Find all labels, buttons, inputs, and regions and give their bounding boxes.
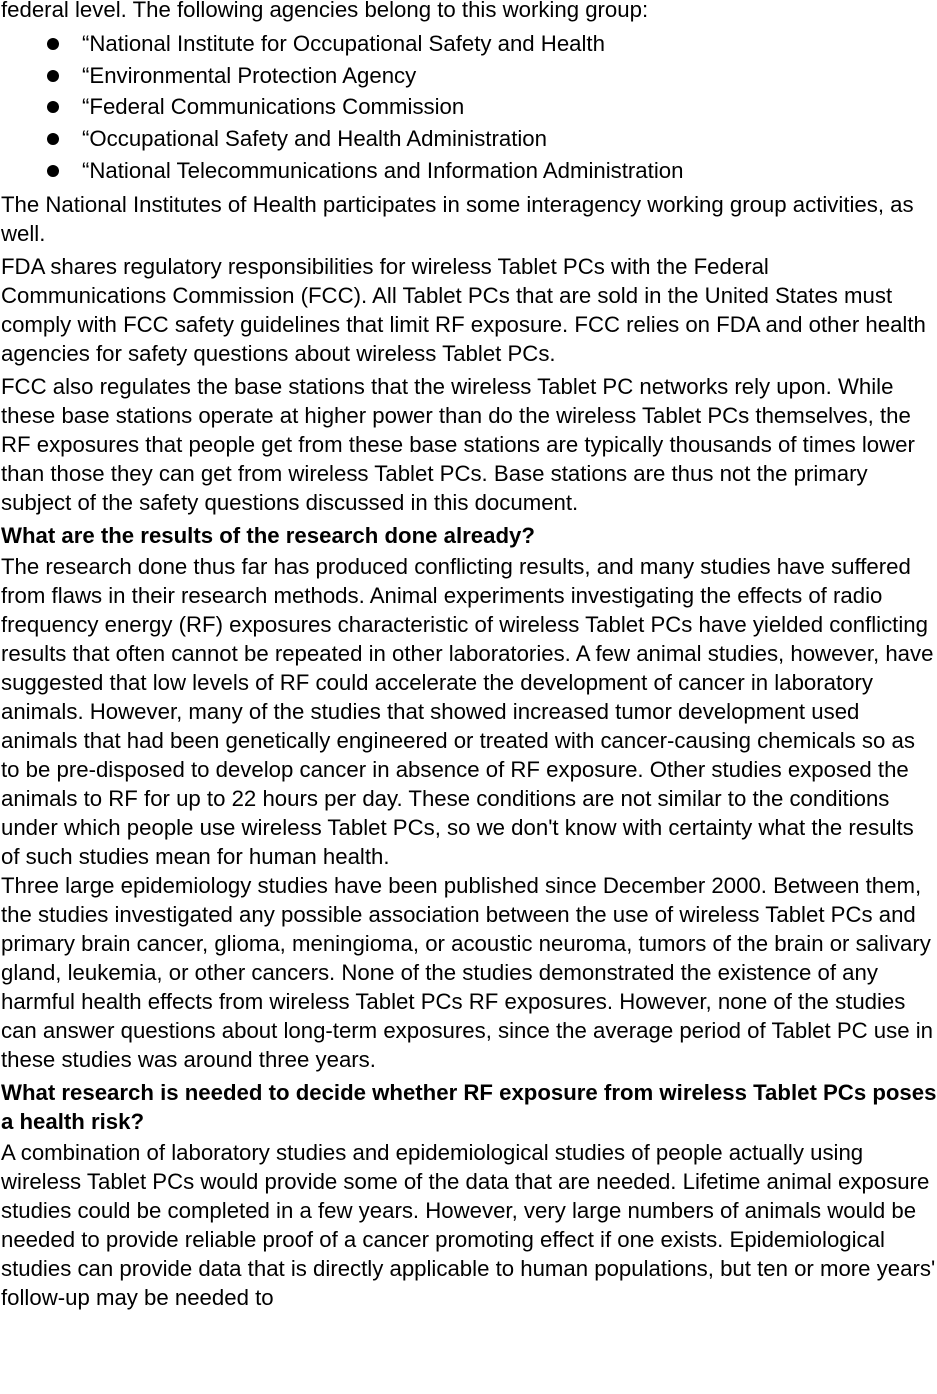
results-paragraph-1: The research done thus far has produced conflicting results, and many studies have suffered from flaws in their research methods. Animal experiments investigating the effects of radio frequency energy (RF) exposures characteristic of wireless Tablet PCs have yielded conflicting results that often cannot be repeated in other laboratories. A few animal studies, however, have suggested that low levels of RF could accelerate the development of cancer in laboratory animals. However, many of the studies that showed increased tumor development used animals that had been genetically engineered or treated with cancer-causing chemicals so as to be pre-disposed to develop cancer in absence of RF exposure. Other studies exposed the animals to RF for up to 22 hours per day. These conditions are not similar to the conditions under which people use wireless Tablet PCs, so we don't know with certainty what the results of such studies mean for human health.	[1, 553, 934, 869]
bullet-icon	[47, 38, 59, 50]
list-item	[1, 28, 937, 60]
bullet-icon	[47, 133, 59, 145]
research-needed-paragraph: A combination of laboratory studies and epidemiological studies of people actually using wireless Tablet PCs would provide some of the data that are needed. Lifetime animal exposure studies could be completed in a few years. However, very large numbers of animals would be needed to provide reliable proof of a cancer promoting effect if one exists. Epidemiological studies can provide data that is directly applicable to human populations, but ten or more years' follow-up may be needed to	[1, 1139, 936, 1310]
research-needed-heading: What research is needed to decide whether RF exposure from wireless Tablet PCs poses a health risk?	[1, 1079, 937, 1134]
bullet-icon	[47, 70, 59, 82]
nih-paragraph: The National Institutes of Health participates in some interagency working group activities, as well.	[1, 191, 914, 246]
agency-name: “Environmental Protection Agency	[82, 62, 417, 88]
results-heading: What are the results of the research done already?	[1, 522, 535, 548]
list-item	[1, 91, 937, 123]
results-paragraph-2: Three large epidemiology studies have been published since December 2000. Between them, the studies investigated any possible association between the use of wireless Tablet PCs and primary brain cancer, glioma, meningioma, or acoustic neuroma, tumors of the brain or salivary gland, leukemia, or other cancers. None of the studies demonstrated the existence of any harmful health effects from wireless Tablet PCs RF exposures. However, none of the studies can answer questions about long-term exposures, since the average period of Tablet PC use in these studies was around three years.	[1, 872, 934, 1072]
bullet-icon	[47, 165, 59, 177]
document-page	[1, 0, 937, 1316]
list-item	[1, 155, 937, 187]
intro-fragment: federal level. The following agencies belong to this working group:	[1, 0, 649, 22]
agency-name: “National Telecommunications and Information Administration	[82, 157, 684, 183]
agency-name: “National Institute for Occupational Safety and Health	[82, 31, 605, 56]
fda-fcc-paragraph: FDA shares regulatory responsibilities for wireless Tablet PCs with the Federal Communications Commission (FCC). All Tablet PCs that are sold in the United States must comply with FCC safety guidelines that limit RF exposure. FCC relies on FDA and other health agencies for safety questions about wireless Tablet PCs.	[1, 253, 926, 366]
base-stations-paragraph: FCC also regulates the base stations that the wireless Tablet PC networks rely upon. While these base stations operate at higher power than do the wireless Tablet PCs themselves, the RF exposures that people get from these base stations are typically thousands of times lower than those they can get from wireless Tablet PCs. Base stations are thus not the primary subject of the safety questions discussed in this document.	[1, 373, 915, 515]
list-item	[1, 123, 937, 155]
list-item	[1, 60, 937, 92]
bullet-icon	[47, 101, 59, 113]
agency-list	[1, 28, 937, 187]
agency-name: “Occupational Safety and Health Administration	[82, 126, 547, 152]
agency-name: “Federal Communications Commission	[82, 94, 465, 120]
